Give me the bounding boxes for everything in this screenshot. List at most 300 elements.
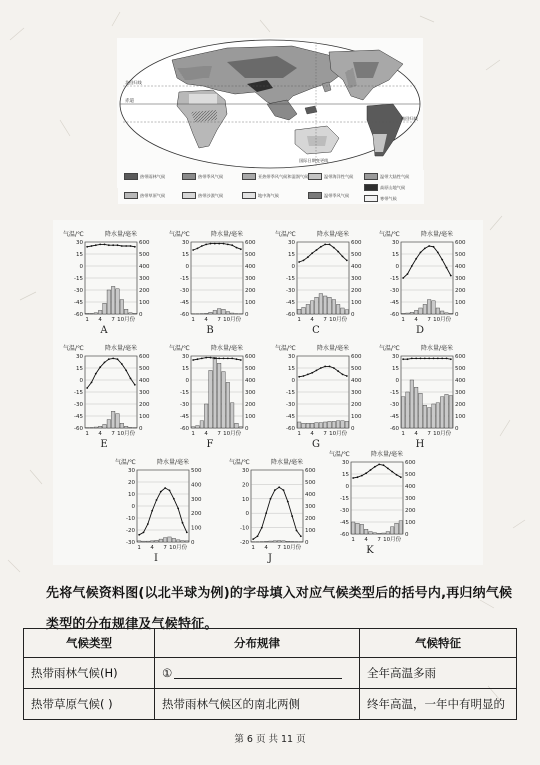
precip-tick-label: 0	[139, 312, 143, 318]
temp-tick-label: 0	[395, 378, 399, 384]
temp-point	[197, 358, 199, 360]
temp-axis-title: 气温/℃	[379, 345, 400, 352]
precip-bar	[226, 312, 230, 314]
legend-swatch	[308, 192, 322, 199]
temp-point	[324, 244, 326, 246]
temp-axis-title: 气温/℃	[63, 345, 84, 352]
precip-tick-label: 0	[305, 540, 309, 546]
temp-tick-label: -15	[286, 276, 295, 282]
precip-bar	[406, 392, 410, 428]
temp-tick-label: 30	[342, 460, 349, 466]
precip-bar	[116, 414, 120, 428]
precip-axis-title: 降水量/毫米	[211, 345, 244, 352]
temp-tick-label: 15	[182, 366, 189, 372]
temp-point	[160, 491, 162, 493]
chart-svg	[275, 226, 375, 326]
temp-point	[91, 382, 93, 384]
precip-bar	[222, 309, 226, 314]
temp-tick-label: 30	[76, 240, 83, 246]
month-axis-label: 10月份	[117, 431, 136, 437]
precip-axis-title: 降水量/毫米	[421, 231, 454, 238]
precip-bar	[204, 404, 208, 428]
temp-point	[227, 358, 229, 360]
temp-point	[210, 357, 212, 359]
temp-point	[446, 267, 448, 269]
precip-tick-label: 300	[139, 276, 150, 282]
temp-point	[342, 374, 344, 376]
temp-point	[296, 530, 298, 532]
precip-bar	[336, 304, 340, 314]
legend-item: 亚热带季风气候和湿润气候	[242, 173, 308, 180]
temp-point	[214, 243, 216, 245]
precip-bar	[410, 380, 414, 428]
month-tick-label: 4	[204, 431, 208, 437]
precip-bar	[124, 309, 128, 314]
temp-point	[450, 275, 452, 277]
temp-point	[337, 370, 339, 372]
precip-bar	[419, 393, 423, 428]
precip-bar	[390, 527, 394, 534]
precip-tick-label: 300	[245, 276, 256, 282]
precip-tick-label: 300	[351, 390, 362, 396]
temp-point	[86, 246, 88, 248]
chart-svg	[379, 340, 479, 440]
precip-axis-title: 降水量/毫米	[105, 345, 138, 352]
temp-tick-label: -60	[390, 426, 399, 432]
temp-tick-label: 0	[291, 378, 295, 384]
temp-point	[125, 370, 127, 372]
precip-bar	[103, 424, 107, 428]
precip-tick-label: 400	[351, 378, 362, 384]
date-line-label: 国际日期变更线	[299, 158, 329, 163]
precip-bar	[432, 404, 436, 428]
precip-bar	[341, 308, 345, 314]
temp-tick-label: -45	[286, 414, 295, 420]
precip-tick-label: 600	[305, 468, 316, 474]
temp-point	[415, 358, 417, 360]
precip-tick-label: 600	[245, 240, 256, 246]
temp-line	[299, 244, 347, 262]
question-text: 先将气候资料图(以北半球为例)的字母填入对应气候类型后的括号内,再归纳气候类型的分布规律及气候特征。	[46, 586, 513, 632]
precip-bar	[146, 541, 150, 542]
temp-tick-label: -15	[390, 276, 399, 282]
temp-tick-label: -60	[74, 312, 83, 318]
temp-point	[433, 358, 435, 360]
precip-tick-label: 500	[351, 252, 362, 258]
temp-tick-label: -20	[240, 540, 249, 546]
legend-swatch	[364, 195, 378, 202]
precip-bar	[235, 423, 239, 428]
temp-point	[99, 244, 101, 246]
temp-point	[396, 474, 398, 476]
month-tick-label: 4	[364, 537, 368, 543]
precip-tick-label: 300	[455, 276, 466, 282]
temp-point	[231, 244, 233, 246]
temp-tick-label: -15	[180, 276, 189, 282]
precip-bar	[133, 313, 137, 314]
month-tick-label: 1	[191, 317, 195, 323]
temp-tick-label: -30	[126, 540, 135, 546]
temp-point	[182, 522, 184, 524]
month-tick-label: 4	[98, 431, 102, 437]
answer-blank[interactable]	[174, 666, 342, 679]
temp-point	[121, 245, 123, 247]
precip-bar	[328, 297, 332, 314]
temp-tick-label: 15	[392, 366, 399, 372]
temp-tick-label: 30	[392, 240, 399, 246]
precip-bar	[427, 408, 431, 428]
precip-bar	[386, 532, 390, 534]
climate-chart	[169, 226, 269, 338]
temp-line	[403, 358, 451, 359]
temp-tick-label: -10	[126, 516, 135, 522]
precip-tick-label: 0	[405, 532, 409, 538]
chart-svg	[275, 340, 375, 440]
climate-chart	[63, 226, 163, 338]
month-axis-label: 10月份	[433, 317, 452, 323]
temp-point	[169, 490, 171, 492]
temp-point	[164, 487, 166, 489]
chart-letter: C	[312, 325, 320, 336]
temp-point	[298, 376, 300, 378]
cell-feature: 全年高温多雨	[360, 658, 517, 689]
month-tick-label: 1	[401, 317, 405, 323]
plot-frame	[251, 470, 303, 542]
temp-axis-title: 气温/℃	[229, 459, 250, 466]
precip-bar	[185, 541, 189, 542]
precip-tick-label: 500	[405, 472, 416, 478]
temp-point	[370, 469, 372, 471]
cell-distribution	[155, 658, 360, 689]
precip-tick-label: 400	[305, 492, 316, 498]
precip-tick-label: 0	[139, 426, 143, 432]
climate-chart	[329, 446, 429, 558]
temp-point	[433, 246, 435, 248]
precip-bar	[98, 310, 102, 314]
temp-point	[346, 375, 348, 377]
temp-tick-label: 0	[291, 264, 295, 270]
temp-tick-label: 0	[185, 378, 189, 384]
temp-line	[403, 246, 451, 278]
month-tick-label: 7	[427, 431, 431, 437]
temp-point	[361, 475, 363, 477]
precip-bar	[209, 370, 213, 428]
temp-point	[298, 261, 300, 263]
legend-item: 热带季风气候	[182, 173, 223, 180]
temp-line	[193, 244, 241, 250]
temp-tick-label: 15	[392, 252, 399, 258]
temp-axis-title: 气温/℃	[169, 231, 190, 238]
temp-point	[428, 358, 430, 360]
climate-chart	[275, 340, 375, 452]
month-tick-label: 4	[414, 317, 418, 323]
month-axis-label: 10月份	[169, 545, 188, 551]
temp-tick-label: -15	[286, 390, 295, 396]
precip-bar	[369, 532, 373, 534]
precip-tick-label: 500	[245, 366, 256, 372]
cell-climate-type: 热带草原气候( )	[24, 689, 155, 720]
precip-bar	[445, 394, 449, 428]
precip-bar	[440, 397, 444, 428]
precip-bar	[230, 313, 234, 314]
map-legend	[118, 170, 424, 204]
temp-point	[383, 464, 385, 466]
precip-bar	[155, 540, 159, 542]
temp-tick-label: 30	[392, 354, 399, 360]
precip-bar	[297, 309, 301, 314]
legend-item: 热带草原气候	[124, 192, 165, 199]
precip-bar	[419, 308, 423, 314]
temp-point	[205, 244, 207, 246]
precip-bar	[264, 541, 268, 542]
precip-bar	[181, 541, 185, 542]
precip-bar	[209, 312, 213, 314]
temp-tick-label: -30	[74, 402, 83, 408]
temp-point	[218, 358, 220, 360]
temp-point	[329, 244, 331, 246]
temp-tick-label: 30	[182, 240, 189, 246]
temp-point	[95, 244, 97, 246]
precip-tick-label: 200	[245, 288, 256, 294]
precip-tick-label: 200	[351, 288, 362, 294]
month-tick-label: 7	[323, 431, 327, 437]
chart-svg	[63, 226, 163, 326]
temp-point	[441, 259, 443, 261]
precip-bar	[306, 423, 310, 428]
temp-tick-label: -10	[240, 525, 249, 532]
temp-point	[104, 362, 106, 364]
precip-bar	[345, 310, 349, 314]
temp-point	[236, 358, 238, 360]
temp-point	[400, 476, 402, 478]
precip-bar	[94, 427, 98, 428]
climate-chart	[63, 340, 163, 452]
precip-bar	[410, 312, 414, 314]
precip-tick-label: 300	[405, 496, 416, 502]
temp-tick-label: -30	[390, 402, 399, 408]
temp-point	[177, 508, 179, 510]
precip-tick-label: 200	[455, 402, 466, 408]
temp-axis-title: 气温/℃	[169, 345, 190, 352]
precip-tick-label: 500	[139, 366, 150, 372]
temp-tick-label: -30	[286, 402, 295, 408]
precip-bar	[319, 423, 323, 428]
temp-tick-label: 15	[288, 366, 295, 372]
precip-tick-label: 300	[455, 390, 466, 396]
temp-tick-label: -30	[390, 288, 399, 294]
temp-point	[287, 501, 289, 503]
precip-bar	[159, 539, 163, 542]
temp-tick-label: -60	[180, 312, 189, 318]
precip-axis-title: 降水量/毫米	[211, 231, 244, 238]
climate-chart	[169, 340, 269, 452]
month-tick-label: 4	[310, 317, 314, 323]
temp-axis-title: 气温/℃	[63, 231, 84, 238]
temp-point	[125, 245, 127, 247]
precip-tick-label: 400	[351, 264, 362, 270]
temp-point	[316, 370, 318, 372]
month-tick-label: 7	[377, 537, 381, 543]
precip-tick-label: 500	[455, 366, 466, 372]
precip-tick-label: 0	[455, 426, 459, 432]
temp-axis-title: 气温/℃	[329, 451, 350, 458]
temp-tick-label: 0	[245, 511, 249, 518]
legend-swatch	[242, 192, 256, 199]
precip-tick-label: 300	[245, 390, 256, 396]
temp-tick-label: 30	[76, 354, 83, 360]
temp-line	[87, 244, 135, 246]
precip-bar	[172, 538, 176, 542]
temp-point	[192, 359, 194, 361]
temp-tick-label: 30	[288, 240, 295, 246]
precip-tick-label: 0	[245, 312, 249, 318]
precip-bar	[213, 310, 217, 314]
precip-tick-label: 200	[351, 402, 362, 408]
precip-tick-label: 100	[455, 414, 466, 420]
month-tick-label: 4	[98, 317, 102, 323]
precip-bar	[414, 387, 418, 428]
precip-bar	[116, 289, 120, 314]
temp-axis-title: 气温/℃	[275, 345, 296, 352]
temp-tick-label: 10	[128, 492, 135, 498]
precip-tick-label: 400	[191, 482, 202, 489]
precip-bar	[436, 403, 440, 428]
temp-point	[407, 273, 409, 275]
precip-bar	[103, 303, 107, 314]
precip-bar	[85, 313, 89, 314]
temp-point	[291, 515, 293, 517]
precip-tick-label: 600	[351, 240, 362, 246]
precip-tick-label: 200	[455, 288, 466, 294]
precip-bar	[336, 421, 340, 428]
climate-chart	[229, 454, 329, 566]
precip-tick-label: 600	[139, 240, 150, 246]
temp-point	[300, 535, 302, 537]
temp-tick-label: -15	[180, 390, 189, 396]
month-tick-label: 1	[401, 431, 405, 437]
precip-bar	[423, 304, 427, 314]
precip-bar	[217, 363, 221, 428]
precip-bar	[124, 426, 128, 428]
temp-point	[108, 244, 110, 246]
temp-point	[407, 358, 409, 360]
temp-line	[87, 358, 135, 388]
precip-bar	[163, 538, 167, 542]
precip-tick-label: 400	[139, 264, 150, 270]
precip-bar	[111, 286, 115, 314]
precip-bar	[129, 313, 133, 314]
precip-tick-label: 200	[139, 288, 150, 294]
temp-point	[437, 358, 439, 360]
precip-tick-label: 400	[139, 378, 150, 384]
temp-point	[227, 244, 229, 246]
temp-point	[391, 471, 393, 473]
precip-tick-label: 400	[245, 378, 256, 384]
temp-point	[333, 247, 335, 249]
page-footer: 第 6 页 共 11 页	[234, 734, 306, 745]
precip-bar	[302, 423, 306, 428]
table-row	[24, 658, 517, 689]
precip-bar	[356, 523, 360, 534]
table-row	[24, 689, 517, 720]
precip-bar	[142, 541, 146, 542]
precip-bar	[315, 297, 319, 314]
temp-point	[307, 374, 309, 376]
temp-tick-label: -45	[180, 414, 189, 420]
precip-tick-label: 500	[139, 252, 150, 258]
temp-point	[420, 358, 422, 360]
chart-letter: F	[206, 439, 214, 450]
cell-feature: 终年高温，一年中有明显的	[360, 689, 517, 720]
table-header-row	[24, 629, 517, 658]
climate-charts-panel	[53, 220, 483, 565]
climate-chart	[275, 226, 375, 338]
temp-point	[274, 489, 276, 491]
precip-tick-label: 0	[351, 312, 355, 318]
temp-tick-label: -15	[340, 496, 349, 502]
temp-point	[192, 249, 194, 251]
blank-number: ①	[162, 666, 173, 680]
temp-point	[121, 363, 123, 365]
legend-item: 寒带气候	[364, 195, 397, 202]
temp-tick-label: -30	[74, 288, 83, 294]
temp-point	[346, 260, 348, 262]
temp-tick-label: -45	[286, 300, 295, 306]
precip-bar	[107, 420, 111, 428]
chart-letter: E	[100, 439, 108, 450]
month-axis-label: 10月份	[329, 431, 348, 437]
precip-bar	[364, 529, 368, 534]
precip-bar	[137, 541, 141, 542]
equator-label: 赤道	[125, 99, 134, 104]
month-tick-label: 1	[351, 537, 355, 543]
temp-point	[270, 498, 272, 500]
precip-bar	[230, 403, 234, 428]
precip-axis-title: 降水量/毫米	[317, 345, 350, 352]
precip-tick-label: 100	[455, 300, 466, 306]
precip-tick-label: 300	[305, 504, 316, 510]
month-tick-label: 1	[137, 545, 141, 551]
precip-tick-label: 500	[245, 252, 256, 258]
temp-point	[104, 244, 106, 246]
temp-point	[428, 245, 430, 247]
cell-distribution: 热带雨林气候区的南北两侧	[155, 689, 360, 720]
precip-tick-label: 100	[245, 300, 256, 306]
climate-chart	[379, 340, 479, 452]
precip-bar	[328, 421, 332, 428]
precip-tick-label: 500	[191, 468, 202, 474]
temp-tick-label: -30	[180, 288, 189, 294]
precip-bar	[98, 426, 102, 428]
precip-bar	[120, 423, 124, 428]
legend-swatch	[182, 192, 196, 199]
precip-tick-label: 0	[351, 426, 355, 432]
temp-line	[193, 358, 241, 360]
legend-item: 热带沙漠气候	[182, 192, 223, 199]
chart-letter: K	[366, 545, 374, 556]
precip-tick-label: 100	[245, 414, 256, 420]
temp-tick-label: -45	[390, 300, 399, 306]
temp-point	[378, 464, 380, 466]
temp-line	[353, 464, 401, 478]
temp-point	[283, 489, 285, 491]
precip-bar	[440, 311, 444, 314]
precip-bar	[90, 313, 94, 314]
precip-bar	[445, 313, 449, 314]
temp-point	[333, 367, 335, 369]
legend-item: 温带季风气候	[308, 192, 349, 199]
precip-bar	[341, 421, 345, 428]
